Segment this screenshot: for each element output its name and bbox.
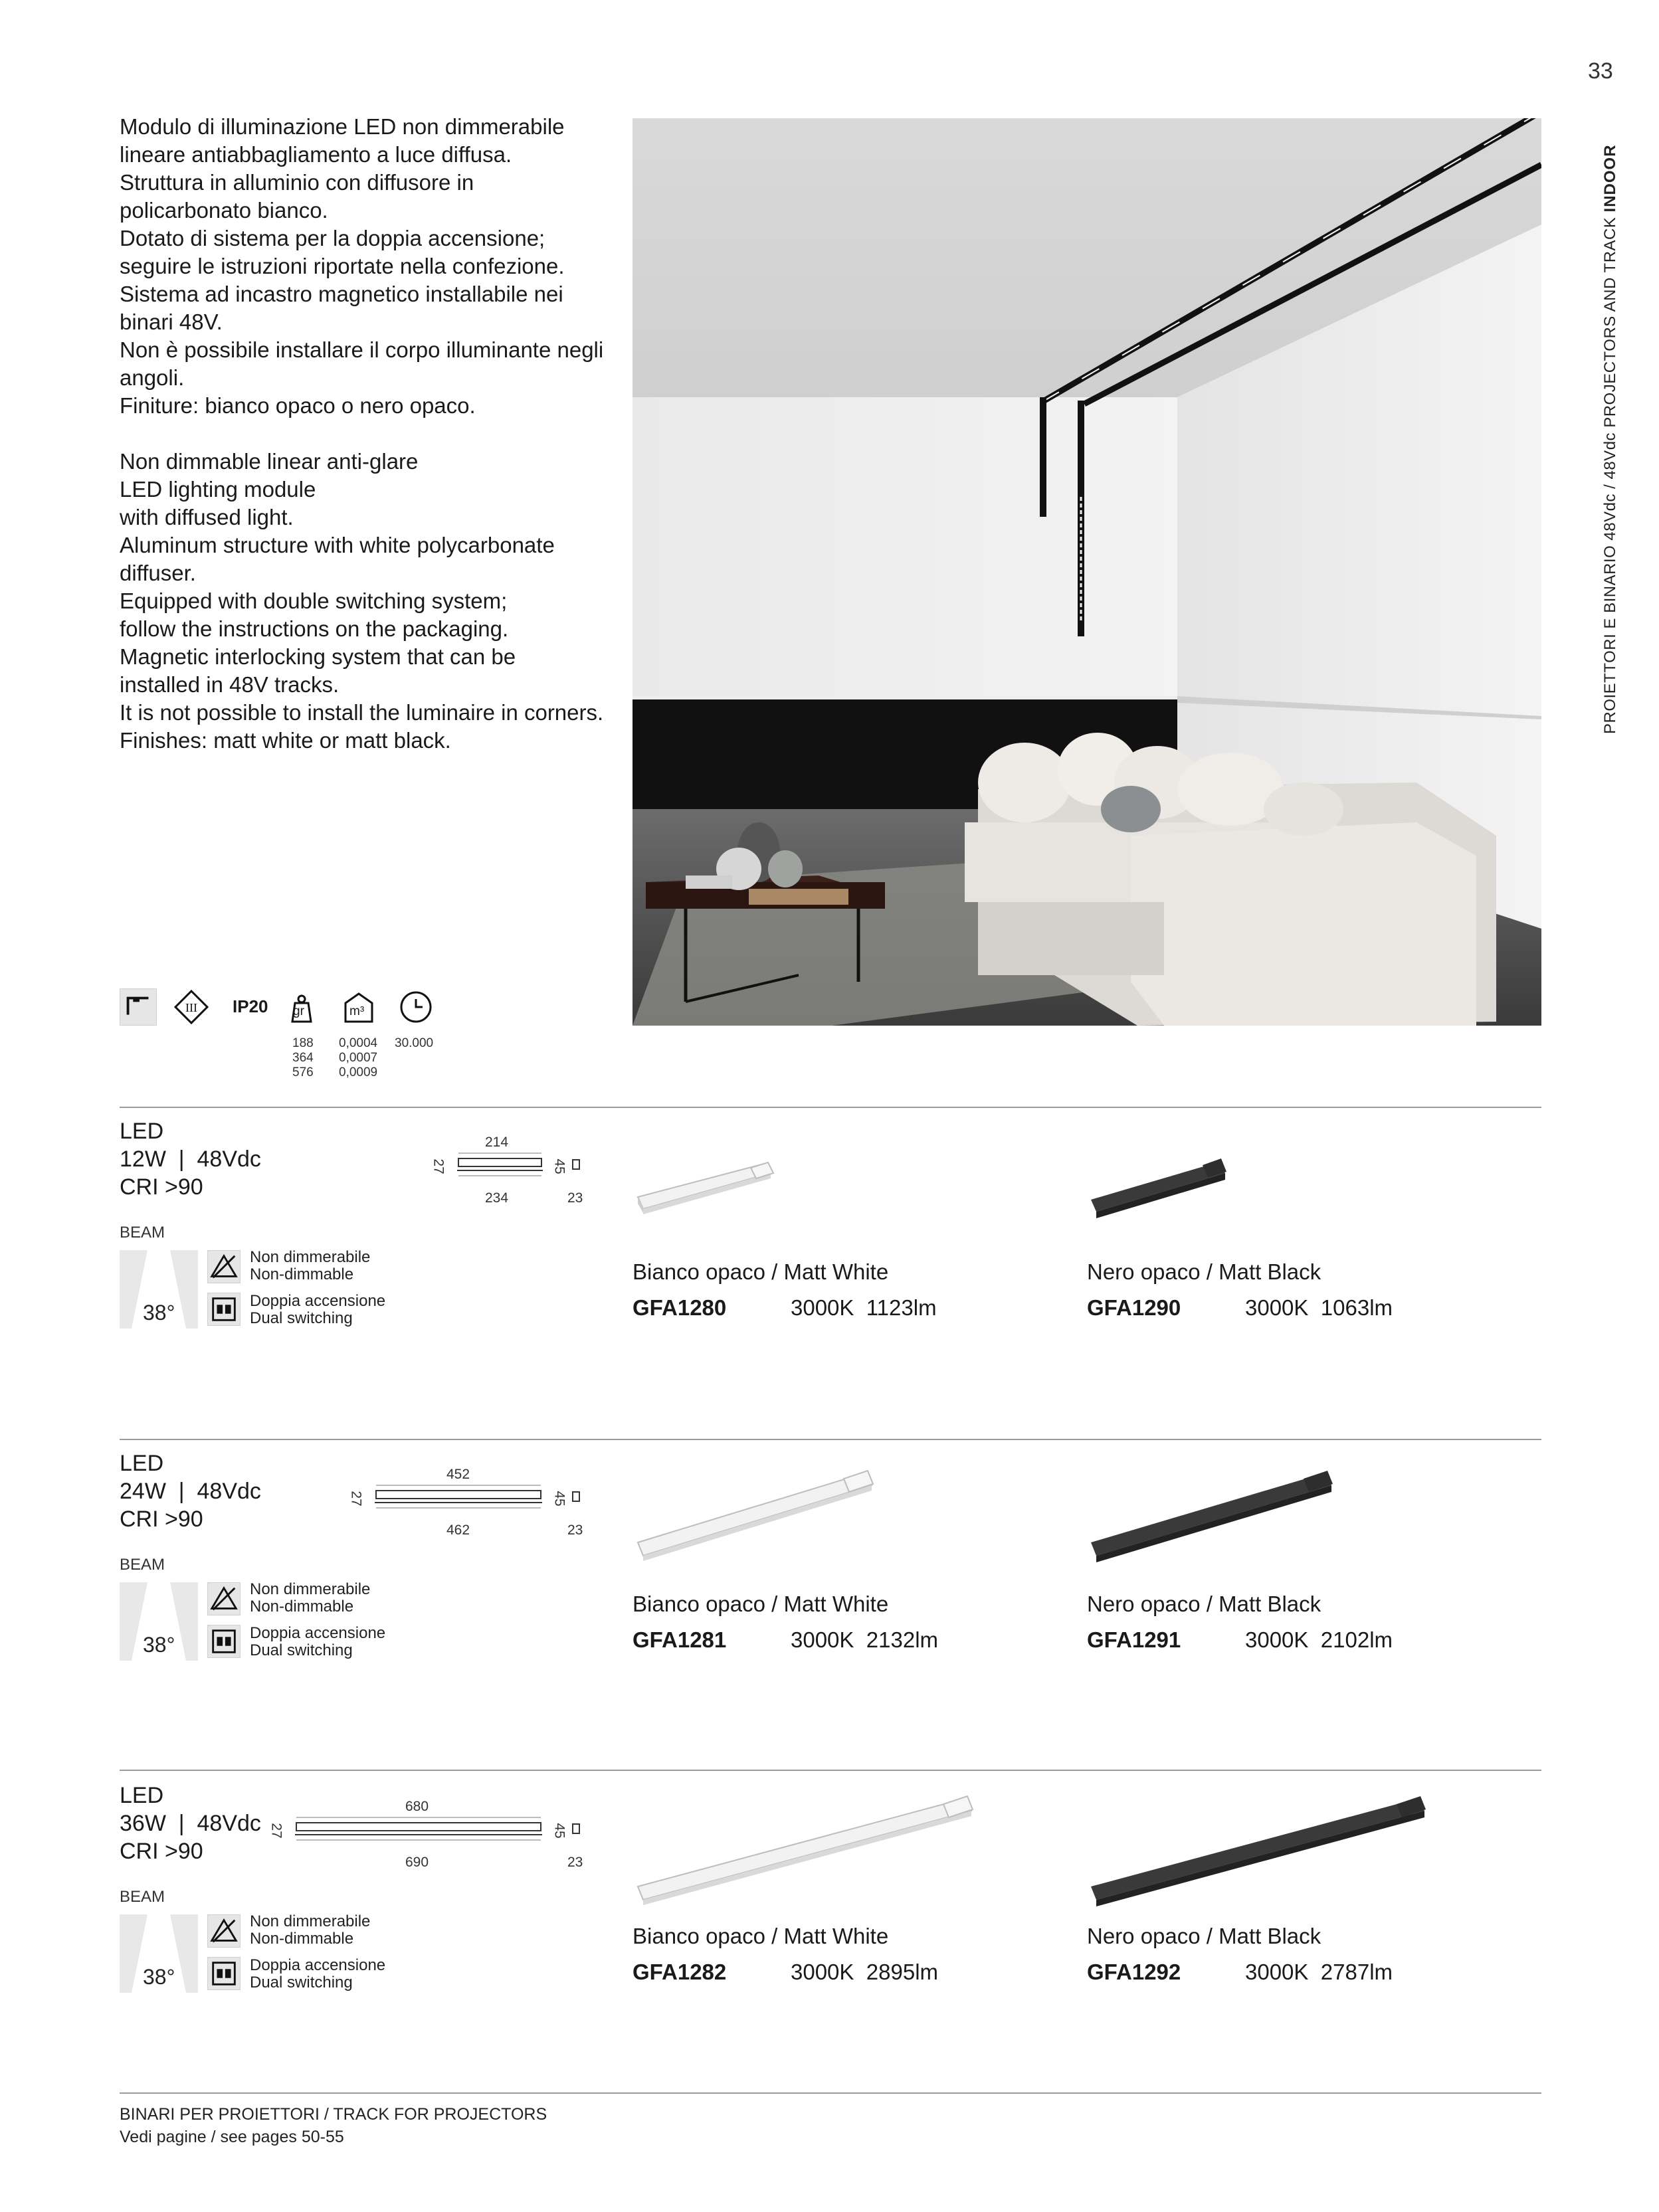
dual-switching-text [250,1957,385,1991]
dimension-drawing-24w [345,1461,598,1541]
svg-text:III: III [185,1001,197,1014]
dual-en: Dual switching [250,1974,353,1991]
width-dim: 23 [567,1522,583,1538]
beam-label: BEAM [120,1224,165,1242]
non-dimmable-text [250,1249,370,1283]
cct: 3000K [1245,1960,1309,1984]
page-number: 33 [1588,58,1613,84]
non-dim-it: Non dimmerabile [250,1580,371,1598]
inner-length: 452 [446,1467,470,1482]
product-image-black-24w [1084,1461,1337,1568]
width-dim: 23 [567,1190,583,1206]
product-image-white-36w [631,1787,977,1906]
desc-en-line: follow the instructions on the packaging. [120,616,509,641]
desc-it-line: Non è possibile installare il corpo illuminante negli [120,337,604,362]
product-code-white: GFA1282 [633,1960,727,1984]
beam-angle-figure [120,1914,198,1993]
desc-en-line: Finishes: matt white or matt black. [120,728,451,753]
desc-en-line: with diffused light. [120,505,294,529]
dual-it: Doppia accensione [250,1624,386,1642]
desc-it-line: binari 48V. [120,310,223,334]
led-label: LED [120,1451,164,1476]
desc-it-line: policarbonato bianco. [120,198,328,223]
product-image-white-12w [631,1144,777,1224]
volume-icon [340,988,377,1026]
weight-value: 576 [292,1065,314,1079]
black-performance [1245,1960,1393,1985]
non-dimmable-text [250,1913,370,1948]
dimension-drawing-36w [266,1794,598,1873]
dual-switching-icon [207,1957,241,1990]
lifetime-value: 30.000 [395,1036,434,1050]
desc-en-line: It is not possible to install the luminaire in corners. [120,700,604,725]
desc-it-line: lineare antiabbagliamento a luce diffusa. [120,142,512,167]
weight-icon [283,988,320,1026]
desc-it-line: seguire le istruzioni riportate nella confezione. [120,254,565,278]
non-dim-en: Non-dimmable [250,1930,354,1948]
divider [120,1107,1541,1108]
dual-it: Doppia accensione [250,1956,386,1974]
non-dim-it: Non dimmerabile [250,1912,371,1930]
dual-switching-text [250,1293,385,1327]
section-side-label [1601,123,1620,734]
divider [120,2092,1541,2094]
class-three-icon [173,988,210,1026]
desc-it-line: Sistema ad incastro magnetico installabile nei [120,282,563,306]
product-code-black: GFA1292 [1087,1960,1181,1984]
outer-length: 690 [405,1855,429,1870]
cct: 3000K [791,1627,854,1652]
lumen: 1063lm [1320,1295,1393,1320]
white-performance [791,1627,938,1653]
beam-angle: 38° [143,1633,175,1657]
non-dim-it: Non dimmerabile [250,1248,371,1266]
white-finish-label: Bianco opaco / Matt White [633,1259,889,1284]
power-label: 24W | 48Vdc [120,1479,261,1504]
volumes-list [339,1036,377,1080]
desc-en-line: Magnetic interlocking system that can be [120,644,516,669]
white-performance [791,1960,938,1985]
ceiling-track-icon [120,988,157,1026]
side-label-text: PROIETTORI E BINARIO 48Vdc / 48Vdc PROJECTORS AND TRACK [1601,217,1619,734]
footer-see-pages: Vedi pagine / see pages 50-55 [120,2128,344,2146]
product-description [120,113,618,755]
cri-label: CRI >90 [120,1507,203,1532]
outer-length: 462 [446,1522,470,1538]
footer-track-reference: BINARI PER PROIETTORI / TRACK FOR PROJECTORS [120,2105,547,2124]
outer-length: 234 [485,1190,509,1206]
non-dimmable-icon [207,1914,241,1948]
ip-rating: IP20 [233,996,268,1016]
desc-en-line: installed in 48V tracks. [120,672,340,697]
volume-unit: m³ [349,1004,365,1018]
footer [120,2103,547,2148]
cct: 3000K [1245,1627,1309,1652]
desc-it-line: Struttura in alluminio con diffusore in [120,170,474,195]
desc-en-line: Equipped with double switching system; [120,589,508,613]
desc-en-line: diffuser. [120,561,196,585]
weight-unit: gr [293,1004,304,1018]
desc-it-line: angoli. [120,365,185,390]
dimension-drawing-12w [425,1129,598,1209]
white-finish-label: Bianco opaco / Matt White [633,1924,889,1948]
beam-angle: 38° [143,1301,175,1325]
cct: 3000K [791,1960,854,1984]
black-finish-label: Nero opaco / Matt Black [1087,1592,1321,1616]
depth-dim: 45 [551,1158,567,1174]
spec-icons-row [120,988,518,1028]
cri-label: CRI >90 [120,1174,203,1200]
volume-value: 0,0004 [339,1036,378,1050]
product-spec-12w [120,1117,261,1201]
led-label: LED [120,1119,164,1144]
divider [120,1770,1541,1771]
beam-label: BEAM [120,1556,165,1574]
product-code-white: GFA1281 [633,1627,727,1652]
dual-en: Dual switching [250,1641,353,1659]
volume-value: 0,0009 [339,1065,378,1079]
description-italian [120,113,618,420]
depth-dim: 45 [551,1823,567,1839]
product-code-black: GFA1290 [1087,1295,1181,1320]
white-performance [791,1295,937,1321]
desc-en-line: LED lighting module [120,477,316,502]
non-dim-en: Non-dimmable [250,1265,354,1283]
lumen: 2787lm [1320,1960,1393,1984]
dual-switching-icon [207,1293,241,1326]
height-dim: 27 [348,1491,364,1507]
product-code-black: GFA1291 [1087,1627,1181,1652]
lifetime-clock-icon [397,988,435,1026]
non-dimmable-text [250,1581,370,1615]
height-dim: 27 [431,1158,446,1174]
inner-length: 214 [485,1135,509,1150]
desc-en-line: Non dimmable linear anti-glare [120,449,419,474]
cct: 3000K [1245,1295,1309,1320]
led-label: LED [120,1783,164,1808]
dual-switching-text [250,1625,385,1659]
description-english [120,448,618,755]
weight-value: 188 [292,1036,314,1050]
desc-it-line: Modulo di illuminazione LED non dimmerabile [120,114,565,139]
dual-it: Doppia accensione [250,1292,386,1310]
black-performance [1245,1295,1393,1321]
lumen: 2895lm [866,1960,939,1984]
non-dimmable-icon [207,1582,241,1615]
volume-value: 0,0007 [339,1051,378,1065]
inner-length: 680 [405,1799,429,1814]
power-label: 36W | 48Vdc [120,1811,261,1836]
lumen: 1123lm [866,1295,937,1320]
desc-it-line: Finiture: bianco opaco o nero opaco. [120,393,476,418]
black-performance [1245,1627,1393,1653]
lumen: 2102lm [1320,1627,1393,1652]
weight-value: 364 [292,1051,314,1065]
dual-switching-icon [207,1625,241,1658]
beam-angle-figure [120,1250,198,1329]
beam-label: BEAM [120,1888,165,1906]
product-image-white-24w [631,1461,877,1568]
cct: 3000K [791,1295,854,1320]
product-spec-24w [120,1449,261,1533]
lumen: 2132lm [866,1627,939,1652]
weights-list [292,1036,314,1080]
product-image-black-36w [1084,1787,1430,1906]
desc-it-line: Dotato di sistema per la doppia accensione; [120,226,545,250]
width-dim: 23 [567,1855,583,1870]
divider [120,1439,1541,1440]
height-dim: 27 [268,1823,284,1839]
black-finish-label: Nero opaco / Matt Black [1087,1924,1321,1948]
beam-angle-figure [120,1582,198,1661]
interior-photo [633,118,1541,1026]
product-spec-36w [120,1782,261,1865]
white-finish-label: Bianco opaco / Matt White [633,1592,889,1616]
depth-dim: 45 [551,1491,567,1507]
beam-angle: 38° [143,1965,175,1989]
non-dimmable-icon [207,1250,241,1283]
product-code-white: GFA1280 [633,1295,727,1320]
dual-en: Dual switching [250,1309,353,1327]
black-finish-label: Nero opaco / Matt Black [1087,1259,1321,1284]
non-dim-en: Non-dimmable [250,1598,354,1615]
power-label: 12W | 48Vdc [120,1147,261,1172]
side-label-bold: INDOOR [1601,144,1619,213]
product-image-black-12w [1084,1140,1230,1226]
desc-en-line: Aluminum structure with white polycarbonate [120,533,555,557]
cri-label: CRI >90 [120,1839,203,1864]
